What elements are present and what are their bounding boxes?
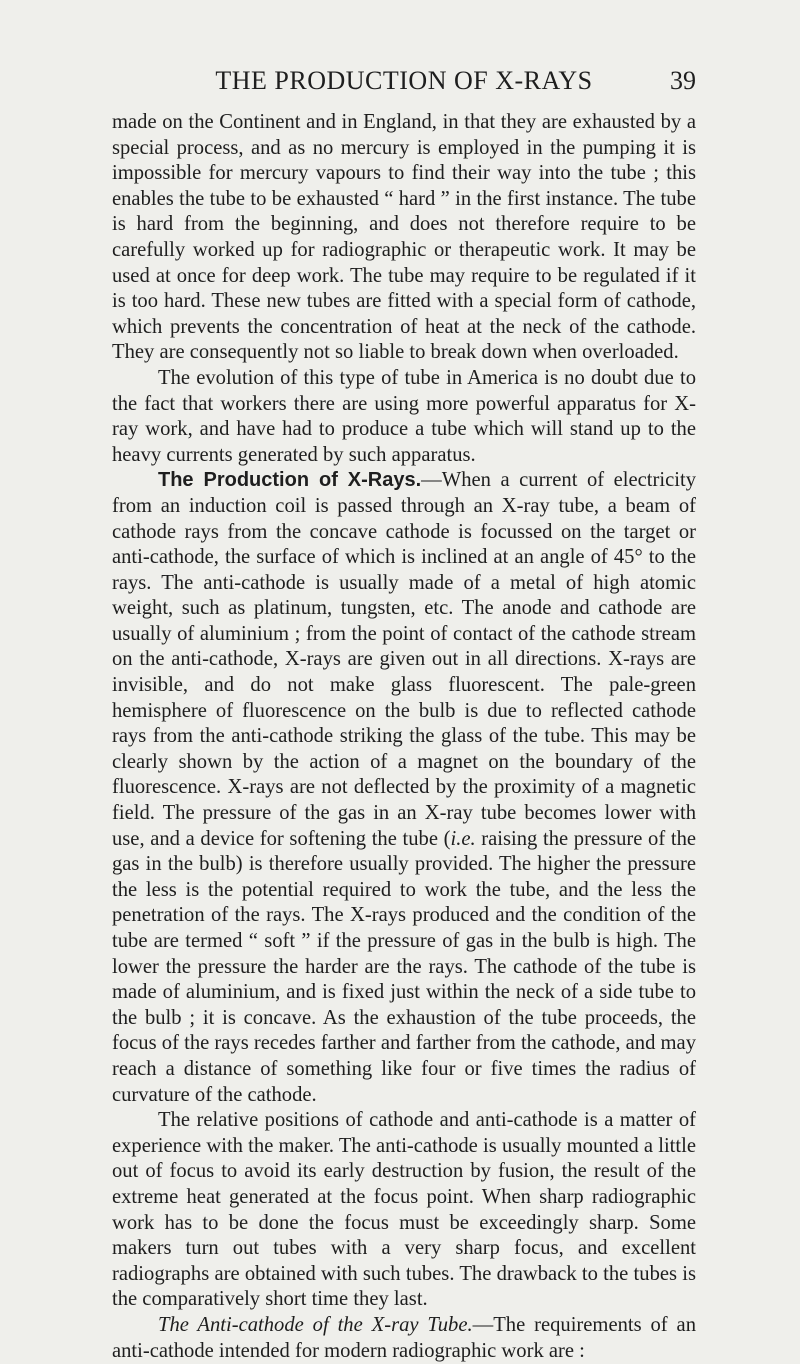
running-title: THE PRODUCTION OF X-RAYS (215, 66, 593, 95)
paragraph-text: —When a current of electricity from an induction coil is passed through an X-ray tube, a beam of cathode rays from the concave cathode is focussed on the target or anti-cathode, the surface of which is inclined at an angle of 45° to the rays. The anti-cathode is usually made of a metal of high atomic weight, such as platinum, tungsten, etc. The anode and cathode are usually of aluminium ; from the point of contact of the cathode stream on the anti-cathode, X-rays are given out in all directions. X-rays are invisible, and do not make glass fluorescent. The pale-green hemisphere of fluorescence on the bulb is due to reflected cathode rays from the anti-cathode striking the glass of the tube. This may be clearly shown by the action of a magnet on the boundary of the fluorescence. X-rays are not deflected by the proximity of a magnetic field. The pressure of the gas in an X-ray tube becomes lower with use, and a device for softening the tube ( (112, 469, 696, 850)
paragraph: made on the Continent and in England, in that they are exhausted by a special process, and as no mercury is employed in the pumping it is impossible for mercury vapours to find their way into the tube ; this enables the tube to be exhausted “ hard ” in the first instance. The tube is hard from the beginning, and does not therefore require to be carefully worked up for radiographic or therapeutic work. It may be used at once for deep work. The tube may require to be regulated if it is too hard. These new tubes are fitted with a special form of cathode, which prevents the concentration of heat at the neck of the cathode. They are consequently not so liable to break down when overloaded. (112, 111, 696, 364)
paragraph: The evolution of this type of tube in America is no doubt due to the fact that workers there are using more powerful apparatus for X-ray work, and have had to produce a tube which will stand up to the heavy currents generated by such apparatus. (112, 366, 696, 466)
subsection-heading: The Anti-cathode of the X-ray Tube. (158, 1313, 473, 1336)
section-paragraph (112, 468, 696, 1108)
paragraph-text: —The requirements of an anti-cathode intended for modern radiographic work are : (112, 1313, 696, 1362)
paragraph-text: raising the pressure of the gas in the bulb) is therefore usually provided. The higher the pressure the less is the potential required to work the tube, and the less the penetration of the rays. The X-rays produced and the condition of the tube are termed “ soft ” if the pressure of gas in the bulb is high. The lower the pressure the harder are the rays. The cathode of the tube is made of aluminium, and is fixed just within the neck of a side tube to the bulb ; it is concave. As the exhaustion of the tube proceeds, the focus of the rays recedes farther and farther from the cathode, and may reach a distance of something like four or five times the radius of curvature of the cathode. (112, 827, 697, 1106)
body-text (112, 110, 696, 1364)
abbreviation: i.e. (450, 827, 476, 850)
section-paragraph (112, 1313, 696, 1364)
paragraph: The relative positions of cathode and anti-cathode is a matter of experience with the maker. The anti-cathode is usually mounted a little out of focus to avoid its early destruction by fusion, the result of the extreme heat generated at the focus point. When sharp radiographic work has to be done the focus must be exceedingly sharp. Some makers turn out tubes with a very sharp focus, and excellent radiographs are obtained with such tubes. The drawback to the tubes is the comparatively short time they last. (112, 1109, 696, 1311)
page-header (112, 66, 696, 98)
section-heading: The Production of X-Rays. (158, 469, 422, 492)
page-number: 39 (670, 66, 696, 95)
